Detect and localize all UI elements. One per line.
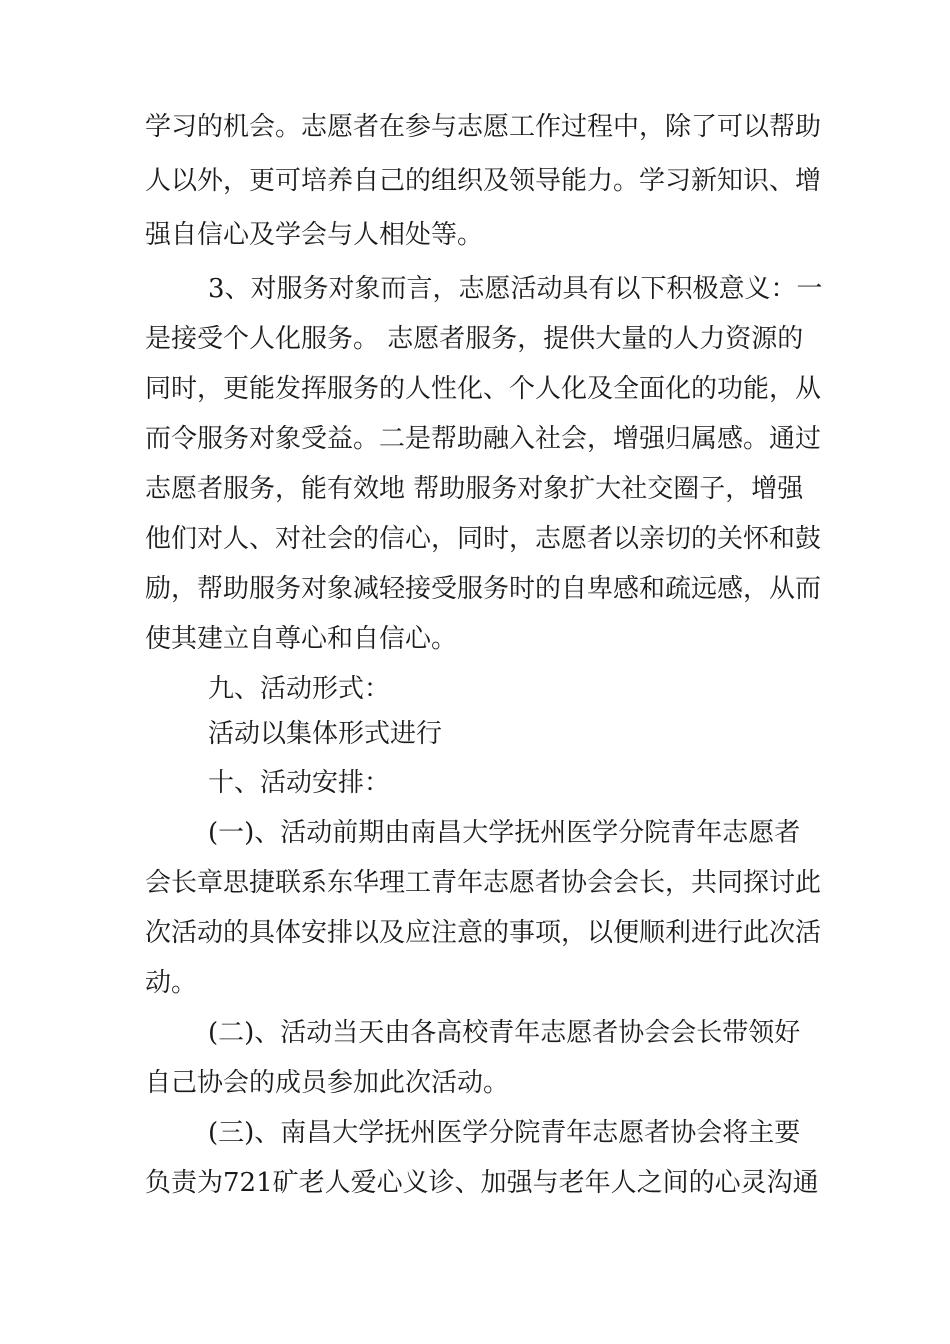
- text-line: 使其建立自尊心和自信心。: [145, 624, 458, 654]
- text-line: 人以外，更可培养自己的组织及领导能力。学习新知识、增: [145, 166, 822, 196]
- text-line: 次活动的具体安排以及应注意的事项，以便顺利进行此次活: [145, 918, 822, 948]
- paragraph-start-line: 3、对服务对象而言，志愿活动具有以下积极意义：一: [208, 274, 823, 304]
- text-line: 负责为721矿老人爱心义诊、加强与老年人之间的心灵沟通: [145, 1168, 819, 1198]
- text-line: 活动以集体形式进行: [208, 719, 443, 749]
- text-line: 励，帮助服务对象减轻接受服务时的自卑感和疏远感，从而: [145, 574, 822, 604]
- section-heading: 九、活动形式：: [208, 674, 391, 704]
- section-heading: 十、活动安排：: [208, 768, 391, 798]
- text-line: 是接受个人化服务。 志愿者服务，提供大量的人力资源的: [145, 324, 804, 354]
- paragraph-start-line: (一)、活动前期由南昌大学抚州医学分院青年志愿者: [208, 818, 801, 848]
- text-line: 自己协会的成员参加此次活动。: [145, 1068, 510, 1098]
- text-line: 而令服务对象受益。二是帮助融入社会，增强归属感。通过: [145, 424, 822, 454]
- text-line: 他们对人、对社会的信心，同时，志愿者以亲切的关怀和鼓: [145, 524, 822, 554]
- text-line: 同时，更能发挥服务的人性化、个人化及全面化的功能，从: [145, 374, 822, 404]
- paragraph-start-line: (三)、南昌大学抚州医学分院青年志愿者协会将主要: [208, 1118, 801, 1148]
- text-line: 志愿者服务，能有效地 帮助服务对象扩大社交圈子，增强: [145, 474, 804, 504]
- paragraph-start-line: (二)、活动当天由各高校青年志愿者协会会长带领好: [208, 1018, 801, 1048]
- text-line: 会长章思捷联系东华理工青年志愿者协会会长，共同探讨此: [145, 868, 822, 898]
- text-line: 强自信心及学会与人相处等。: [145, 220, 484, 250]
- text-line: 学习的机会。志愿者在参与志愿工作过程中，除了可以帮助: [145, 112, 822, 142]
- text-line: 动。: [145, 968, 198, 998]
